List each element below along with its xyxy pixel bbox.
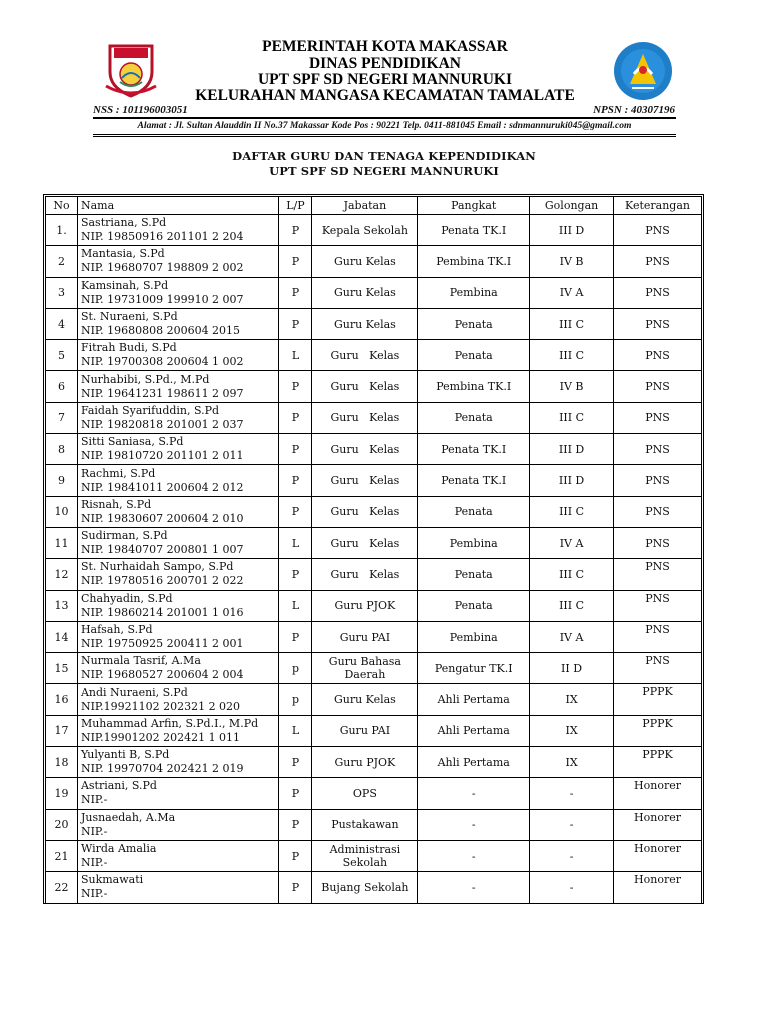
document-subtitle: UPT SPF SD NEGERI MANNURUKI	[269, 164, 499, 178]
staff-name-cell	[77, 434, 279, 465]
gender-cell: p	[279, 653, 312, 684]
npsn-number: NPSN : 40307196	[593, 104, 675, 116]
staff-name-cell	[77, 246, 279, 277]
row-number: 19	[46, 778, 78, 809]
grade-cell: -	[530, 778, 614, 809]
gender-cell: P	[279, 872, 312, 903]
grade-cell: IX	[530, 684, 614, 715]
table-row	[46, 653, 702, 684]
staff-nip: NIP. 19750925 200411 2 001	[80, 637, 244, 650]
staff-name: Kamsinah, S.Pd	[80, 278, 169, 292]
gender-cell: P	[279, 434, 312, 465]
staff-name-cell	[77, 840, 279, 871]
grade-cell: III C	[530, 402, 614, 433]
table-row	[46, 684, 702, 715]
staff-nip: NIP. 19860214 201001 1 016	[80, 605, 244, 619]
rank-cell: Ahli Pertama	[418, 684, 530, 715]
staff-nip: NIP. 19850916 201101 2 204	[80, 230, 244, 244]
staff-name: Yulyanti B, S.Pd	[80, 748, 170, 762]
position-cell: Guru Kelas	[312, 402, 418, 433]
gender-cell: P	[279, 559, 312, 590]
staff-name: Muhammad Arfin, S.Pd.I., M.Pd	[80, 716, 259, 730]
staff-nip: NIP. 19680707 198809 2 002	[80, 261, 244, 275]
document-title: DAFTAR GURU DAN TENAGA KEPENDIDIKAN	[232, 149, 536, 163]
gender-cell: P	[279, 496, 312, 527]
rank-cell: -	[418, 872, 530, 903]
letterhead	[0, 0, 768, 140]
table-row	[46, 559, 702, 590]
header-nama: Nama	[77, 197, 279, 215]
table-row	[46, 715, 702, 746]
row-number: 1.	[46, 215, 78, 246]
staff-nip: NIP. 19700308 200604 1 002	[80, 355, 244, 369]
status-cell: Honorer	[614, 840, 702, 871]
grade-cell: IV A	[530, 277, 614, 308]
school-name: UPT SPF SD NEGERI MANNURUKI	[257, 71, 513, 88]
rank-cell: Penata	[418, 340, 530, 371]
table-row	[46, 621, 702, 652]
staff-nip: NIP. 19780516 200701 2 022	[80, 574, 244, 588]
row-number: 6	[46, 371, 78, 402]
row-number: 11	[46, 527, 78, 558]
staff-nip: NIP. 19820818 201001 2 037	[80, 417, 244, 431]
rank-cell: -	[418, 840, 530, 871]
rank-cell: Penata TK.I	[418, 434, 530, 465]
position-cell: Guru Kelas	[312, 465, 418, 496]
status-cell: Honorer	[614, 872, 702, 903]
status-cell: PPPK	[614, 684, 702, 715]
grade-cell: II D	[530, 653, 614, 684]
staff-name-cell	[77, 715, 279, 746]
rank-cell: Penata	[418, 559, 530, 590]
grade-cell: III D	[530, 434, 614, 465]
table-row	[46, 496, 702, 527]
grade-cell: IX	[530, 715, 614, 746]
grade-cell: IV B	[530, 246, 614, 277]
staff-name-cell	[77, 872, 279, 903]
table-row	[46, 527, 702, 558]
rank-cell: Pengatur TK.I	[418, 653, 530, 684]
header-jabatan: Jabatan	[312, 197, 418, 215]
gender-cell: P	[279, 747, 312, 778]
grade-cell: III C	[530, 496, 614, 527]
rank-cell: Penata TK.I	[418, 215, 530, 246]
rank-cell: Penata	[418, 590, 530, 621]
row-number: 7	[46, 402, 78, 433]
gender-cell: P	[279, 371, 312, 402]
table-row	[46, 215, 702, 246]
rank-cell: Penata TK.I	[418, 465, 530, 496]
table-row	[46, 872, 702, 903]
staff-nip: NIP. 19970704 202421 2 019	[80, 762, 244, 776]
table-row	[46, 778, 702, 809]
position-cell: Bujang Sekolah	[312, 872, 418, 903]
table-header-row	[46, 197, 702, 215]
staff-name-cell	[77, 371, 279, 402]
row-number: 16	[46, 684, 78, 715]
row-number: 13	[46, 590, 78, 621]
table-row	[46, 246, 702, 277]
rank-cell: Penata	[418, 402, 530, 433]
staff-nip: NIP. 19680808 200604 2015	[80, 324, 241, 338]
position-cell: Guru Kelas	[312, 434, 418, 465]
staff-name: Sudirman, S.Pd	[80, 529, 168, 543]
status-cell: PNS	[614, 308, 702, 339]
staff-name-cell	[77, 215, 279, 246]
status-cell: PPPK	[614, 715, 702, 746]
grade-cell: III D	[530, 215, 614, 246]
row-number: 17	[46, 715, 78, 746]
status-cell: PNS	[614, 340, 702, 371]
status-cell: PNS	[614, 527, 702, 558]
gender-cell: P	[279, 215, 312, 246]
status-cell: PNS	[614, 653, 702, 684]
position-cell: Guru PJOK	[312, 590, 418, 621]
status-cell: PNS	[614, 246, 702, 277]
status-cell: PNS	[614, 465, 702, 496]
school-address: Alamat : Jl. Sultan Alauddin II No.37 Makassar Kode Pos : 90221 Telp. 0411-881045 Email : sdnmannuruki045@gmail.com	[137, 120, 632, 131]
staff-name-cell	[77, 778, 279, 809]
staff-nip: NIP.19901202 202421 1 011	[80, 730, 241, 744]
row-number: 2	[46, 246, 78, 277]
table-row	[46, 840, 702, 871]
rank-cell: Pembina TK.I	[418, 371, 530, 402]
row-number: 3	[46, 277, 78, 308]
rank-cell: Ahli Pertama	[418, 747, 530, 778]
status-cell: PNS	[614, 215, 702, 246]
rank-cell: Pembina	[418, 527, 530, 558]
rank-cell: Penata	[418, 496, 530, 527]
grade-cell: IV B	[530, 371, 614, 402]
position-cell: Guru Kelas	[312, 496, 418, 527]
row-number: 20	[46, 809, 78, 840]
staff-name: Andi Nuraeni, S.Pd	[80, 685, 188, 699]
staff-name: Sastriana, S.Pd	[80, 216, 167, 230]
position-cell: Guru Kelas	[312, 340, 418, 371]
row-number: 9	[46, 465, 78, 496]
row-number: 5	[46, 340, 78, 371]
staff-name-cell	[77, 621, 279, 652]
staff-nip: NIP. 19680527 200604 2 004	[80, 668, 244, 682]
staff-name: Sukmawati	[80, 873, 144, 887]
letterhead-divider	[93, 117, 676, 119]
staff-nip: NIP.-	[80, 887, 108, 901]
gender-cell: P	[279, 465, 312, 496]
staff-name-cell	[77, 559, 279, 590]
staff-name-cell	[77, 496, 279, 527]
staff-name-cell	[77, 653, 279, 684]
staff-name: Jusnaedah, A.Ma	[80, 810, 176, 824]
staff-name: Fitrah Budi, S.Pd	[80, 341, 177, 355]
staff-name: Rachmi, S.Pd	[80, 466, 156, 480]
rank-cell: -	[418, 809, 530, 840]
status-cell: PNS	[614, 621, 702, 652]
staff-table	[45, 196, 702, 904]
gender-cell: P	[279, 621, 312, 652]
staff-name-cell	[77, 308, 279, 339]
staff-name: Risnah, S.Pd	[80, 497, 152, 511]
grade-cell: III C	[530, 340, 614, 371]
grade-cell: III C	[530, 559, 614, 590]
gender-cell: P	[279, 402, 312, 433]
grade-cell: IV A	[530, 621, 614, 652]
gender-cell: P	[279, 308, 312, 339]
staff-nip: NIP.19921102 202321 2 020	[80, 699, 241, 713]
grade-cell: -	[530, 872, 614, 903]
rank-cell: Pembina	[418, 277, 530, 308]
row-number: 22	[46, 872, 78, 903]
rank-cell: Penata	[418, 308, 530, 339]
row-number: 8	[46, 434, 78, 465]
row-number: 10	[46, 496, 78, 527]
grade-cell: IX	[530, 747, 614, 778]
staff-name: Nurmala Tasrif, A.Ma	[80, 654, 201, 668]
staff-name: Mantasia, S.Pd	[80, 247, 165, 261]
staff-name-cell	[77, 465, 279, 496]
staff-name: Chahyadin, S.Pd	[80, 591, 173, 605]
staff-nip: NIP. 19840707 200801 1 007	[80, 543, 244, 557]
gender-cell: P	[279, 840, 312, 871]
gender-cell: L	[279, 340, 312, 371]
position-cell: Guru Kelas	[312, 308, 418, 339]
grade-cell: III C	[530, 590, 614, 621]
row-number: 15	[46, 653, 78, 684]
grade-cell: III C	[530, 308, 614, 339]
staff-name: Nurhabibi, S.Pd., M.Pd	[80, 372, 210, 386]
table-row	[46, 590, 702, 621]
rank-cell: -	[418, 778, 530, 809]
table-row	[46, 434, 702, 465]
row-number: 12	[46, 559, 78, 590]
position-cell: Guru Bahasa Daerah	[312, 653, 418, 684]
grade-cell: -	[530, 840, 614, 871]
gender-cell: P	[279, 809, 312, 840]
position-cell: Guru Kelas	[312, 246, 418, 277]
status-cell: Honorer	[614, 778, 702, 809]
position-cell: Administrasi Sekolah	[312, 840, 418, 871]
position-cell: Guru PAI	[312, 715, 418, 746]
rank-cell: Pembina	[418, 621, 530, 652]
gender-cell: L	[279, 590, 312, 621]
address-divider-bottom	[93, 136, 676, 137]
staff-nip: NIP.-	[80, 824, 108, 838]
gender-cell: P	[279, 246, 312, 277]
staff-name-cell	[77, 684, 279, 715]
position-cell: Guru PAI	[312, 621, 418, 652]
header-golongan: Golongan	[530, 197, 614, 215]
staff-name-cell	[77, 747, 279, 778]
table-row	[46, 308, 702, 339]
staff-name: St. Nuraeni, S.Pd	[80, 310, 178, 324]
table-row	[46, 747, 702, 778]
staff-nip: NIP.-	[80, 856, 108, 870]
grade-cell: IV A	[530, 527, 614, 558]
staff-name: Hafsah, S.Pd	[80, 623, 153, 636]
staff-name-cell	[77, 527, 279, 558]
gender-cell: P	[279, 277, 312, 308]
row-number: 21	[46, 840, 78, 871]
grade-cell: III D	[530, 465, 614, 496]
staff-name-cell	[77, 277, 279, 308]
staff-nip: NIP. 19731009 199910 2 007	[80, 292, 244, 306]
staff-name-cell	[77, 340, 279, 371]
status-cell: PNS	[614, 402, 702, 433]
row-number: 4	[46, 308, 78, 339]
tut-wuri-handayani-icon	[612, 40, 674, 102]
department-name: DINAS PENDIDIKAN	[308, 55, 461, 72]
table-row	[46, 371, 702, 402]
status-cell: PNS	[614, 277, 702, 308]
position-cell: Kepala Sekolah	[312, 215, 418, 246]
gender-cell: p	[279, 684, 312, 715]
table-row	[46, 340, 702, 371]
staff-name: Wirda Amalia	[80, 842, 157, 856]
table-row	[46, 402, 702, 433]
position-cell: Guru PJOK	[312, 747, 418, 778]
staff-nip: NIP. 19841011 200604 2 012	[80, 480, 244, 494]
status-cell: Honorer	[614, 809, 702, 840]
status-cell: PNS	[614, 559, 702, 590]
staff-name-cell	[77, 590, 279, 621]
rank-cell: Ahli Pertama	[418, 715, 530, 746]
grade-cell: -	[530, 809, 614, 840]
gender-cell: L	[279, 527, 312, 558]
government-name: PEMERINTAH KOTA MAKASSAR	[262, 38, 508, 55]
staff-name: St. Nurhaidah Sampo, S.Pd	[80, 560, 234, 574]
staff-nip: NIP. 19810720 201101 2 011	[80, 449, 244, 463]
table-row	[46, 277, 702, 308]
position-cell: Guru Kelas	[312, 684, 418, 715]
gender-cell: L	[279, 715, 312, 746]
header-no: No	[46, 197, 78, 215]
staff-name: Faidah Syarifuddin, S.Pd	[80, 403, 220, 417]
staff-nip: NIP.-	[80, 793, 108, 807]
position-cell: Guru Kelas	[312, 371, 418, 402]
header-pangkat: Pangkat	[418, 197, 530, 215]
status-cell: PPPK	[614, 747, 702, 778]
staff-nip: NIP. 19830607 200604 2 010	[80, 511, 244, 525]
staff-name-cell	[77, 809, 279, 840]
row-number: 18	[46, 747, 78, 778]
staff-name: Sitti Saniasa, S.Pd	[80, 435, 184, 449]
position-cell: Pustakawan	[312, 809, 418, 840]
district-name: KELURAHAN MANGASA KECAMATAN TAMALATE	[195, 87, 575, 104]
status-cell: PNS	[614, 371, 702, 402]
position-cell: Guru Kelas	[312, 559, 418, 590]
status-cell: PNS	[614, 434, 702, 465]
staff-name: Astriani, S.Pd	[80, 779, 157, 793]
status-cell: PNS	[614, 590, 702, 621]
position-cell: Guru Kelas	[312, 527, 418, 558]
status-cell: PNS	[614, 496, 702, 527]
staff-name-cell	[77, 402, 279, 433]
staff-nip: NIP. 19641231 198611 2 097	[80, 386, 244, 400]
address-divider-top	[93, 134, 676, 135]
header-lp: L/P	[279, 197, 312, 215]
rank-cell: Pembina TK.I	[418, 246, 530, 277]
gender-cell: P	[279, 778, 312, 809]
table-row	[46, 809, 702, 840]
nss-number: NSS : 101196003051	[93, 104, 188, 116]
position-cell: OPS	[312, 778, 418, 809]
position-cell: Guru Kelas	[312, 277, 418, 308]
table-row	[46, 465, 702, 496]
table-body	[46, 215, 702, 904]
row-number: 14	[46, 621, 78, 652]
header-keterangan: Keterangan	[614, 197, 702, 215]
